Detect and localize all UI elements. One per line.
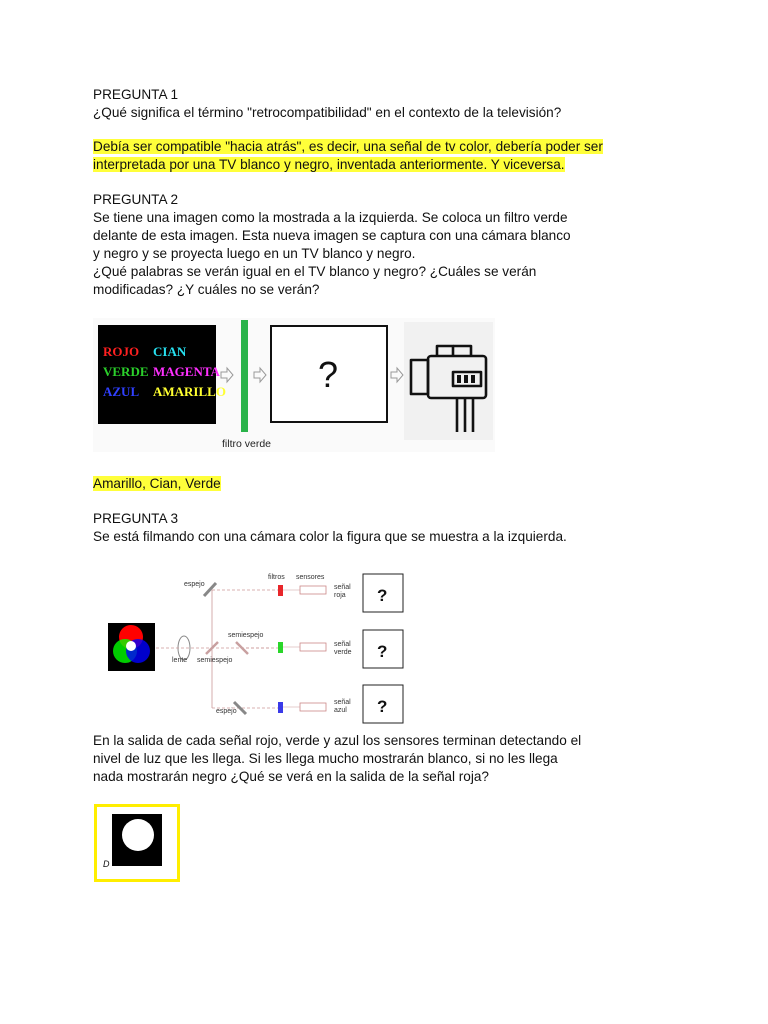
word-amarillo: AMARILLO (153, 384, 226, 399)
q2-answer: Amarillo, Cian, Verde (93, 476, 221, 491)
q1-heading: PREGUNTA 1 (93, 87, 179, 102)
label-espejo-top: espejo (184, 581, 205, 588)
green-filter (278, 642, 283, 653)
q2-line-4: ¿Qué palabras se verán igual en el TV blanco y negro? ¿Cuáles se verán (93, 264, 537, 279)
label-semiespejo-1: semiespejo (228, 632, 264, 639)
word-azul: AZUL (103, 384, 140, 399)
label-senal-verde-1: señal (334, 641, 351, 648)
q3-heading: PREGUNTA 3 (93, 511, 179, 526)
label-senal-roja-1: señal (334, 584, 351, 591)
q3-line-1: En la salida de cada señal rojo, verde y azul los sensores terminan detectando el (93, 733, 582, 748)
label-semiespejo-2: semiespejo (197, 657, 233, 664)
q3-answer-figure (94, 804, 180, 882)
green-filter-bar (241, 320, 248, 432)
word-rojo: ROJO (103, 344, 140, 359)
q2-figure (93, 318, 495, 452)
answer-label: D (103, 859, 110, 869)
label-senal-azul-2: azul (334, 707, 347, 714)
sensor-blue (300, 703, 326, 711)
output-q-blue: ? (377, 697, 388, 716)
q2-line-5: modificadas? ¿Y cuáles no se verán? (93, 282, 320, 297)
q3-line-2: nivel de luz que les llega. Si les llega mucho mostrarán blanco, si no les llega (93, 751, 558, 766)
label-filtros: filtros (268, 574, 285, 581)
label-espejo-bottom: espejo (216, 708, 237, 715)
blue-filter (278, 702, 283, 713)
q1-answer-line-2: interpretada por una TV blanco y negro, inventada anteriormente. Y viceversa. (93, 157, 565, 172)
label-senal-verde-2: verde (334, 649, 352, 656)
answer-white-circle (122, 819, 154, 851)
word-magenta: MAGENTA (153, 364, 220, 379)
word-verde: VERDE (103, 364, 149, 379)
q2-line-1: Se tiene una imagen como la mostrada a la izquierda. Se coloca un filtro verde (93, 210, 568, 225)
word-cian: CIAN (153, 344, 187, 359)
q1-answer-line-1: Debía ser compatible "hacia atrás", es decir, una señal de tv color, debería poder ser (93, 139, 603, 154)
label-senal-roja-2: roja (334, 592, 346, 599)
q1-question: ¿Qué significa el término "retrocompatibilidad" en el contexto de la televisión? (93, 105, 562, 120)
sensor-green (300, 643, 326, 651)
red-filter (278, 585, 283, 596)
label-senal-azul-1: señal (334, 699, 351, 706)
filter-label: filtro verde (222, 438, 272, 450)
q2-line-2: delante de esta imagen. Esta nueva imagen se captura con una cámara blanco (93, 228, 571, 243)
label-sensores: sensores (296, 574, 325, 581)
q3-line-3: nada mostrarán negro ¿Qué se verá en la salida de la señal roja? (93, 769, 489, 784)
q3-diagram (100, 562, 410, 727)
output-q-green: ? (377, 642, 388, 661)
q2-heading: PREGUNTA 2 (93, 192, 179, 207)
q3-intro: Se está filmando con una cámara color la figura que se muestra a la izquierda. (93, 529, 567, 544)
label-lente: lente (172, 657, 188, 664)
camera-icon (404, 322, 493, 440)
tv-question-mark: ? (318, 354, 339, 395)
sensor-red (300, 586, 326, 594)
q2-line-3: y negro y se proyecta luego en un TV blanco y negro. (93, 246, 416, 261)
mirror-top (204, 583, 216, 596)
output-q-red: ? (377, 586, 388, 605)
